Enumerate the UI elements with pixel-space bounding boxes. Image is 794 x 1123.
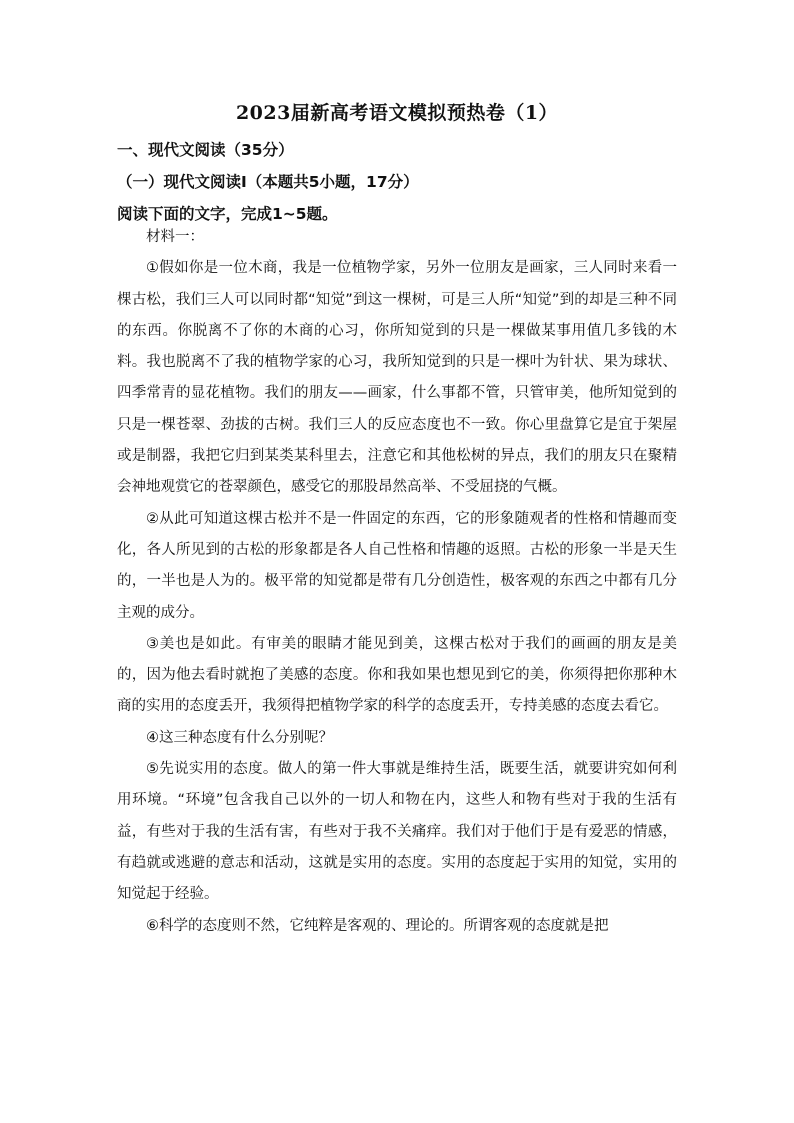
paragraph-4: ④这三种态度有什么分别呢？	[146, 729, 333, 746]
paragraph-1: ①假如你是一位木商，我是一位植物学家，另外一位朋友是画家，三人同时来看一棵古松，我们三人可以同时都“知觉”到这一棵树，可是三人所“知觉”到的却是三种不同的东西。你脱离不了你的木商的心习，你所知觉到的只是一棵做某事用值几多钱的木料。我也脱离不了我的植物学家的心习，我所知觉到的只是一棵叶为针状、果为球状、四季常青的显花植物。我们的朋友——画家，什么事都不管，只管审美，他所知觉到的只是一棵苍翠、劲拔的古树。我们三人的反应态度也不一致。你心里盘算它是宜于架屋或是制器，我把它归到某类某科里去，注意它和其他松树的异点，我们的朋友只在聚精会神地观赏它的苍翠颜色，感受它的那股昂然高举、不受屈挠的气概。	[117, 260, 677, 496]
paragraph-6: ⑥科学的态度则不然，它纯粹是客观的、理论的。所谓客观的态度就是把	[146, 917, 609, 934]
paragraph-3: ③美也是如此。有审美的眼睛才能见到美，这棵古松对于我们的画画的朋友是美的，因为他去看时就抱了美感的态度。你和我如果也想见到它的美，你须得把你那种木商的实用的态度丢开，我须得把植物学家的科学的态度丢开，专持美感的态度去看它。	[117, 635, 677, 715]
reading-instruction: 阅读下面的文字，完成1~5题。	[117, 205, 338, 223]
paragraph-2: ②从此可知道这棵古松并不是一件固定的东西，它的形象随观者的性格和情趣而变化，各人所见到的古松的形象都是各人自己性格和情趣的返照。古松的形象一半是天生的，一半也是人为的。极平常的知觉都是带有几分创造性，极客观的东西之中都有几分主观的成分。	[117, 510, 677, 621]
subsection-heading: （一）现代文阅读Ⅰ（本题共5小题，17分）	[117, 173, 419, 191]
material-label: 材料一：	[146, 229, 204, 245]
reading-passage	[117, 222, 677, 942]
document-title: 2023届新高考语文模拟预热卷（1）	[235, 102, 559, 124]
section-heading: 一、现代文阅读（35分）	[117, 141, 294, 159]
paragraph-5: ⑤先说实用的态度。做人的第一件大事就是维持生活，既要生活，就要讲究如何利用环境。“环境”包含我自己以外的一切人和物在内，这些人和物有些对于我的生活有益，有些对于我的生活有害，有些对于我不关痛痒。我们对于他们于是有爱恶的情感，有趋就或逃避的意志和活动，这就是实用的态度。实用的态度起于实用的知觉，实用的知觉起于经验。	[117, 761, 677, 903]
